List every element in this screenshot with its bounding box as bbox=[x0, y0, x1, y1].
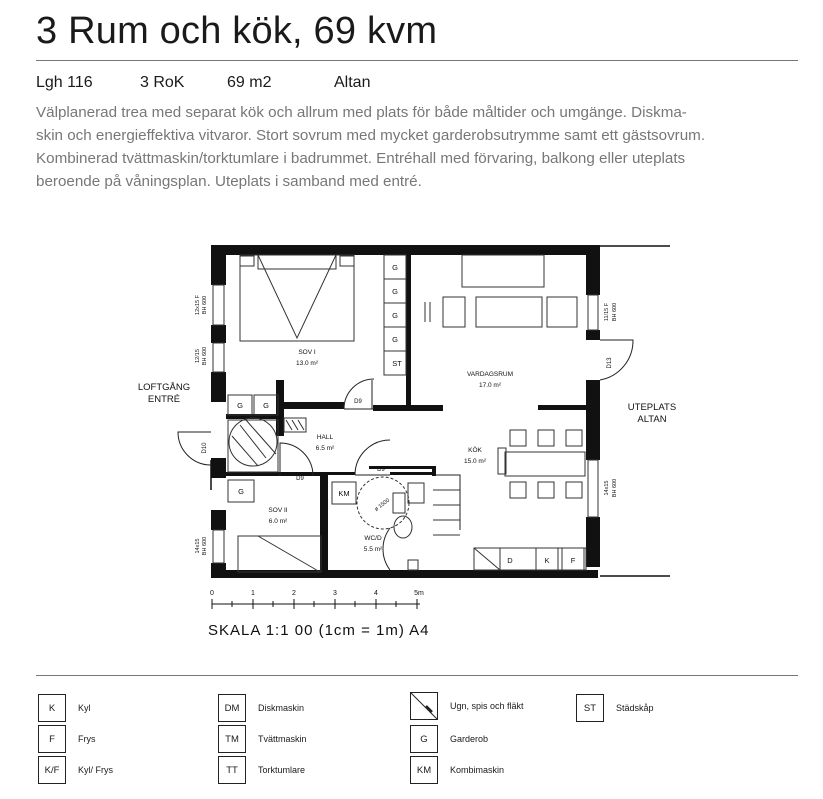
legend-code-box: TT bbox=[218, 756, 246, 784]
apartment-description bbox=[36, 101, 796, 193]
room-area-sov1: 13.0 m² bbox=[295, 360, 319, 367]
outdoor-label: ALTAN bbox=[637, 414, 667, 425]
legend-code-box: K bbox=[38, 694, 66, 722]
wardrobe-code: G bbox=[237, 401, 243, 410]
legend-label: Frys bbox=[78, 734, 96, 744]
legend-label: Kombimaskin bbox=[450, 765, 505, 775]
window-label: BH 600 bbox=[202, 295, 208, 315]
legend-item bbox=[576, 694, 654, 722]
room-area-sov2: 6.0 m² bbox=[268, 518, 288, 525]
legend-item bbox=[218, 756, 305, 784]
room-area-wcd: 5.5 m² bbox=[363, 546, 383, 553]
legend-item bbox=[218, 725, 307, 753]
dishwasher-code: D bbox=[507, 556, 513, 565]
wardrobe-code: G bbox=[392, 287, 398, 296]
outdoor-label: UTEPLATS bbox=[627, 402, 677, 413]
combi-machine-code: KM bbox=[338, 489, 350, 498]
legend-label: Kyl bbox=[78, 703, 91, 713]
legend-label: Tvättmaskin bbox=[258, 734, 307, 744]
cleaning-cabinet-code: ST bbox=[392, 359, 402, 368]
room-name-vardagsrum: VARDAGSRUM bbox=[466, 371, 514, 378]
door-code: D10 bbox=[202, 442, 208, 454]
outdoor-type: Altan bbox=[334, 74, 371, 91]
legend-code-box: F bbox=[38, 725, 66, 753]
scale-tick-label: 3 bbox=[333, 590, 337, 597]
wardrobe-code: G bbox=[238, 487, 244, 496]
scale-tick-label: 1 bbox=[251, 590, 255, 597]
legend-item bbox=[410, 725, 488, 753]
room-name-wcd: WC/D bbox=[364, 535, 382, 542]
legend-item bbox=[218, 694, 304, 722]
legend-item bbox=[38, 725, 96, 753]
legend-item bbox=[410, 756, 504, 784]
legend-label: Diskmaskin bbox=[258, 703, 305, 713]
legend-code-box: TM bbox=[218, 725, 246, 753]
description-line: skin och energieffektiva vitvaror. Stort sovrum med mycket garderobsutrymme samt ett gästsovrum. bbox=[36, 127, 706, 144]
wardrobe-code: G bbox=[392, 263, 398, 272]
legend-label: Garderob bbox=[450, 734, 489, 744]
legend-label: Ugn, spis och fläkt bbox=[450, 701, 524, 711]
window-label: BH 600 bbox=[202, 346, 208, 366]
freezer-code: F bbox=[570, 556, 576, 565]
room-labels bbox=[268, 349, 513, 553]
window-label: BH 600 bbox=[202, 536, 208, 556]
window-label: 12x15 F bbox=[195, 295, 201, 315]
room-count: 3 RoK bbox=[140, 74, 185, 91]
legend-code-box: G bbox=[410, 725, 438, 753]
legend-code-box: DM bbox=[218, 694, 246, 722]
description-line: beroende på våningsplan. Uteplats i samband med entré. bbox=[36, 173, 422, 190]
room-name-sov1: SOV I bbox=[298, 349, 316, 356]
window-label: BH 600 bbox=[612, 478, 618, 498]
room-name-kok: KÖK bbox=[468, 447, 482, 454]
window-label: 14x15 bbox=[604, 480, 610, 496]
room-area-kok: 15.0 m² bbox=[463, 458, 487, 465]
wardrobe-code: G bbox=[263, 401, 269, 410]
floor-plan bbox=[0, 230, 823, 650]
legend-code-box: ST bbox=[576, 694, 604, 722]
legend-label: Kyl/ Frys bbox=[78, 765, 113, 775]
room-name-sov2: SOV II bbox=[268, 507, 288, 514]
legend-item bbox=[38, 694, 91, 722]
entrance-label: LOFTGÅNG bbox=[137, 382, 191, 393]
legend bbox=[0, 690, 823, 790]
header-divider bbox=[36, 60, 798, 61]
turning-circle-label: ø 1500 bbox=[373, 497, 391, 513]
scale-tick-label: 0 bbox=[210, 590, 214, 597]
apartment-area: 69 m2 bbox=[227, 74, 272, 91]
window-label: 11/15 F bbox=[604, 302, 610, 322]
room-area-hall: 6.5 m² bbox=[315, 445, 335, 452]
room-area-vardagsrum: 17.0 m² bbox=[478, 382, 502, 389]
wardrobe-code: G bbox=[392, 311, 398, 320]
legend-divider bbox=[36, 675, 798, 676]
scale-bar bbox=[212, 599, 420, 609]
legend-label: Torktumlare bbox=[258, 765, 306, 775]
window-label: BH 600 bbox=[612, 302, 618, 322]
stove-icon bbox=[410, 692, 438, 720]
scale-text: SKALA 1:1 00 (1cm = 1m) A4 bbox=[208, 622, 430, 639]
fridge-code: K bbox=[544, 556, 550, 565]
legend-label: Städskåp bbox=[616, 703, 654, 713]
room-name-hall: HALL bbox=[316, 434, 334, 441]
legend-item bbox=[38, 756, 113, 784]
description-line: Välplanerad trea med separat kök och allrum med plats för både måltider och umgänge. Diskma- bbox=[36, 104, 687, 121]
window-label: 14x15 bbox=[195, 538, 201, 554]
wardrobe-code: G bbox=[392, 335, 398, 344]
door-code: D9 bbox=[354, 399, 362, 405]
apartment-number: Lgh 116 bbox=[36, 74, 93, 91]
door-code: D9 bbox=[377, 467, 385, 473]
description-line: Kombinerad tvättmaskin/torktumlare i badrummet. Entréhall med förvaring, balkong eller uteplats bbox=[36, 150, 686, 167]
entrance-label: ENTRÉ bbox=[147, 394, 181, 405]
legend-item bbox=[410, 692, 524, 720]
door-code: D13 bbox=[607, 357, 613, 369]
window-label: 12/15 bbox=[195, 349, 201, 363]
legend-code-box: K/F bbox=[38, 756, 66, 784]
legend-code-box: KM bbox=[410, 756, 438, 784]
page-title: 3 Rum och kök, 69 kvm bbox=[36, 10, 438, 52]
scale-tick-label: 4 bbox=[374, 590, 378, 597]
door-code: D9 bbox=[296, 476, 304, 482]
scale-tick-label: 5m bbox=[414, 590, 424, 597]
scale-ticks bbox=[210, 590, 424, 597]
scale-tick-label: 2 bbox=[292, 590, 296, 597]
